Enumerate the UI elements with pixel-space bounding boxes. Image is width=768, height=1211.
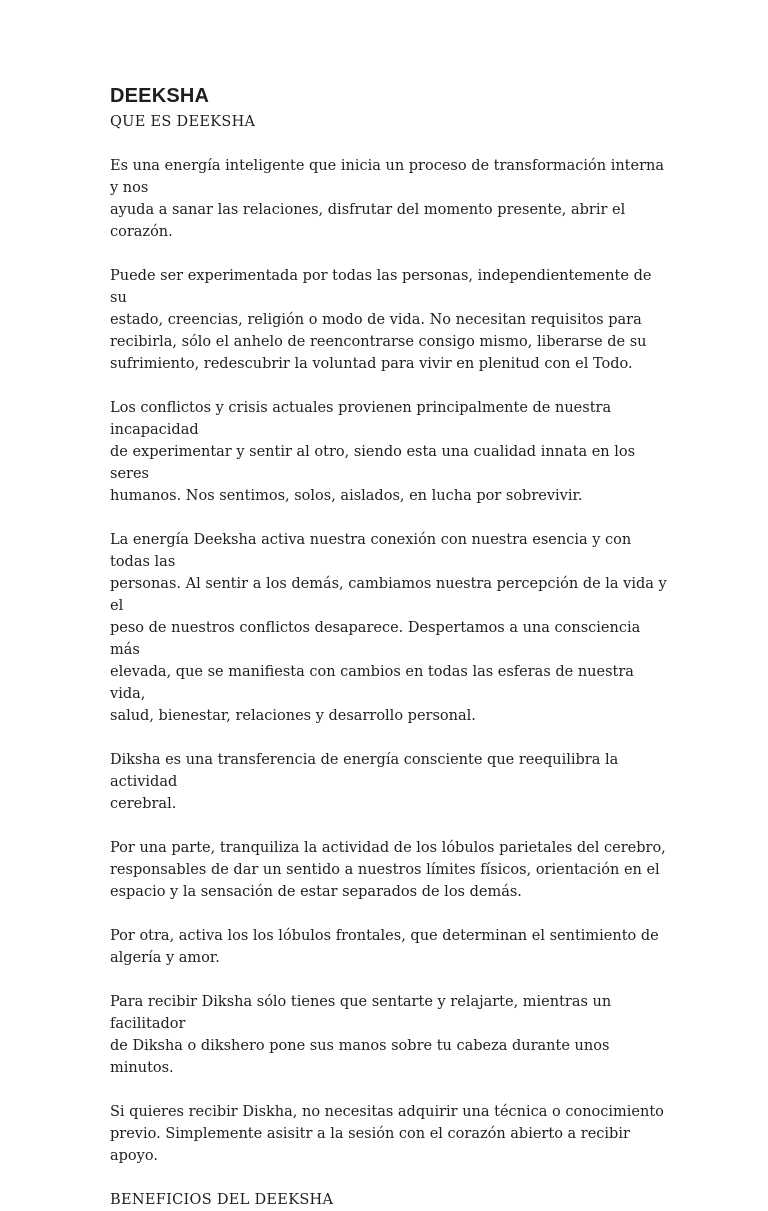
paragraph: Es una energía inteligente que inicia un proceso de transformación interna y nos ayuda a sanar las relaciones, disfrutar del momento presente, abrir el corazón. (110, 158, 665, 240)
paragraph: Diksha es una transferencia de energía consciente que reequilibra la actividad cerebral. (110, 752, 619, 812)
paragraph: Puede ser experimentada por todas las personas, independientemente de su estado, creencias, religión o modo de vida. No necesitan requisitos para recibirla, sólo el anhelo de reencontrarse consigo mismo, liberarse de su sufrimiento, redescubrir la voluntad para vivir en plenitud con el Todo. (110, 268, 652, 372)
paragraph: Por otra, activa los los lóbulos frontales, que determinan el sentimiento de algería y amor. (110, 928, 659, 966)
section-heading-beneficios: BENEFICIOS DEL DEEKSHA (110, 1192, 334, 1208)
paragraph: Para recibir Diksha sólo tienes que sentarte y relajarte, mientras un facilitador de Diksha o dikshero pone sus manos sobre tu cabeza durante unos minutos. (110, 994, 612, 1076)
paragraph: Si quieres recibir Diskha, no necesitas adquirir una técnica o conocimiento previo. Simplemente asisitr a la sesión con el corazón abierto a recibir apoyo. (110, 1104, 664, 1164)
section-heading-que-es: QUE ES DEEKSHA (110, 114, 256, 130)
document-page (110, 84, 670, 1211)
paragraph: Por una parte, tranquiliza la actividad de los lóbulos parietales del cerebro, responsables de dar un sentido a nuestros límites físicos, orientación en el espacio y la sensación de estar separados de los demás. (110, 840, 666, 900)
document-title: DEEKSHA (110, 85, 210, 107)
paragraph: Los conflictos y crisis actuales provienen principalmente de nuestra incapacidad de experimentar y sentir al otro, siendo esta una cualidad innata en los seres humanos. Nos sentimos, solos, aislados, en lucha por sobrevivir. (110, 400, 636, 504)
paragraph: La energía Deeksha activa nuestra conexión con nuestra esencia y con todas las personas. Al sentir a los demás, cambiamos nuestra percepción de la vida y el peso de nuestros conflictos desaparece. Despertamos a una consciencia más elevada, que se manifiesta con cambios en todas las esferas de nuestra vida, salud, bienestar, relaciones y desarrollo personal. (110, 532, 667, 724)
